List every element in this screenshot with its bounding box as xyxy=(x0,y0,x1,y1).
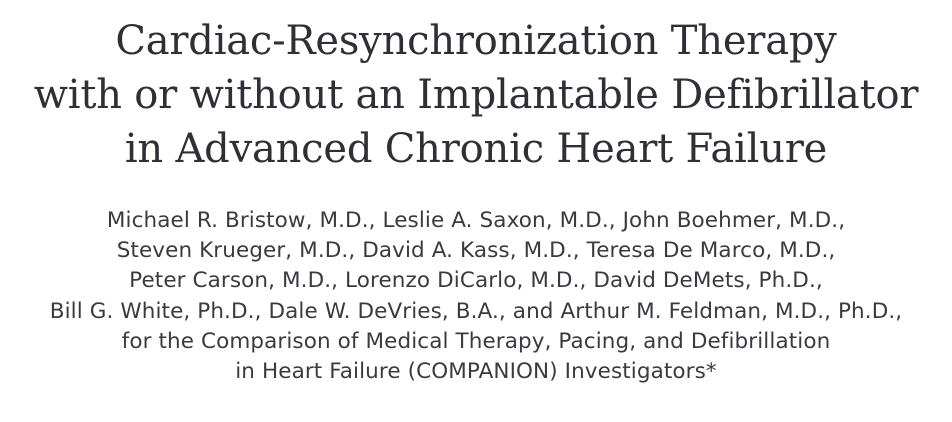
author-line-6: in Heart Failure (COMPANION) Investigators* xyxy=(235,359,717,385)
title-line-2: with or without an Implantable Defibrillator xyxy=(33,72,919,118)
author-list xyxy=(0,206,952,387)
author-line-4: Bill G. White, Ph.D., Dale W. DeVries, B.A., and Arthur M. Feldman, M.D., Ph.D., xyxy=(49,298,903,324)
author-line-5: for the Comparison of Medical Therapy, Pacing, and Defibrillation xyxy=(121,328,831,354)
title-line-1: Cardiac-Resynchronization Therapy xyxy=(115,18,837,64)
article-title xyxy=(0,14,952,176)
title-line-3: in Advanced Chronic Heart Failure xyxy=(124,126,828,172)
author-line-2: Steven Krueger, M.D., David A. Kass, M.D., Teresa De Marco, M.D., xyxy=(116,238,836,264)
author-line-1: Michael R. Bristow, M.D., Leslie A. Saxon, M.D., John Boehmer, M.D., xyxy=(106,208,846,233)
author-line-3: Peter Carson, M.D., Lorenzo DiCarlo, M.D., David DeMets, Ph.D., xyxy=(129,268,823,294)
